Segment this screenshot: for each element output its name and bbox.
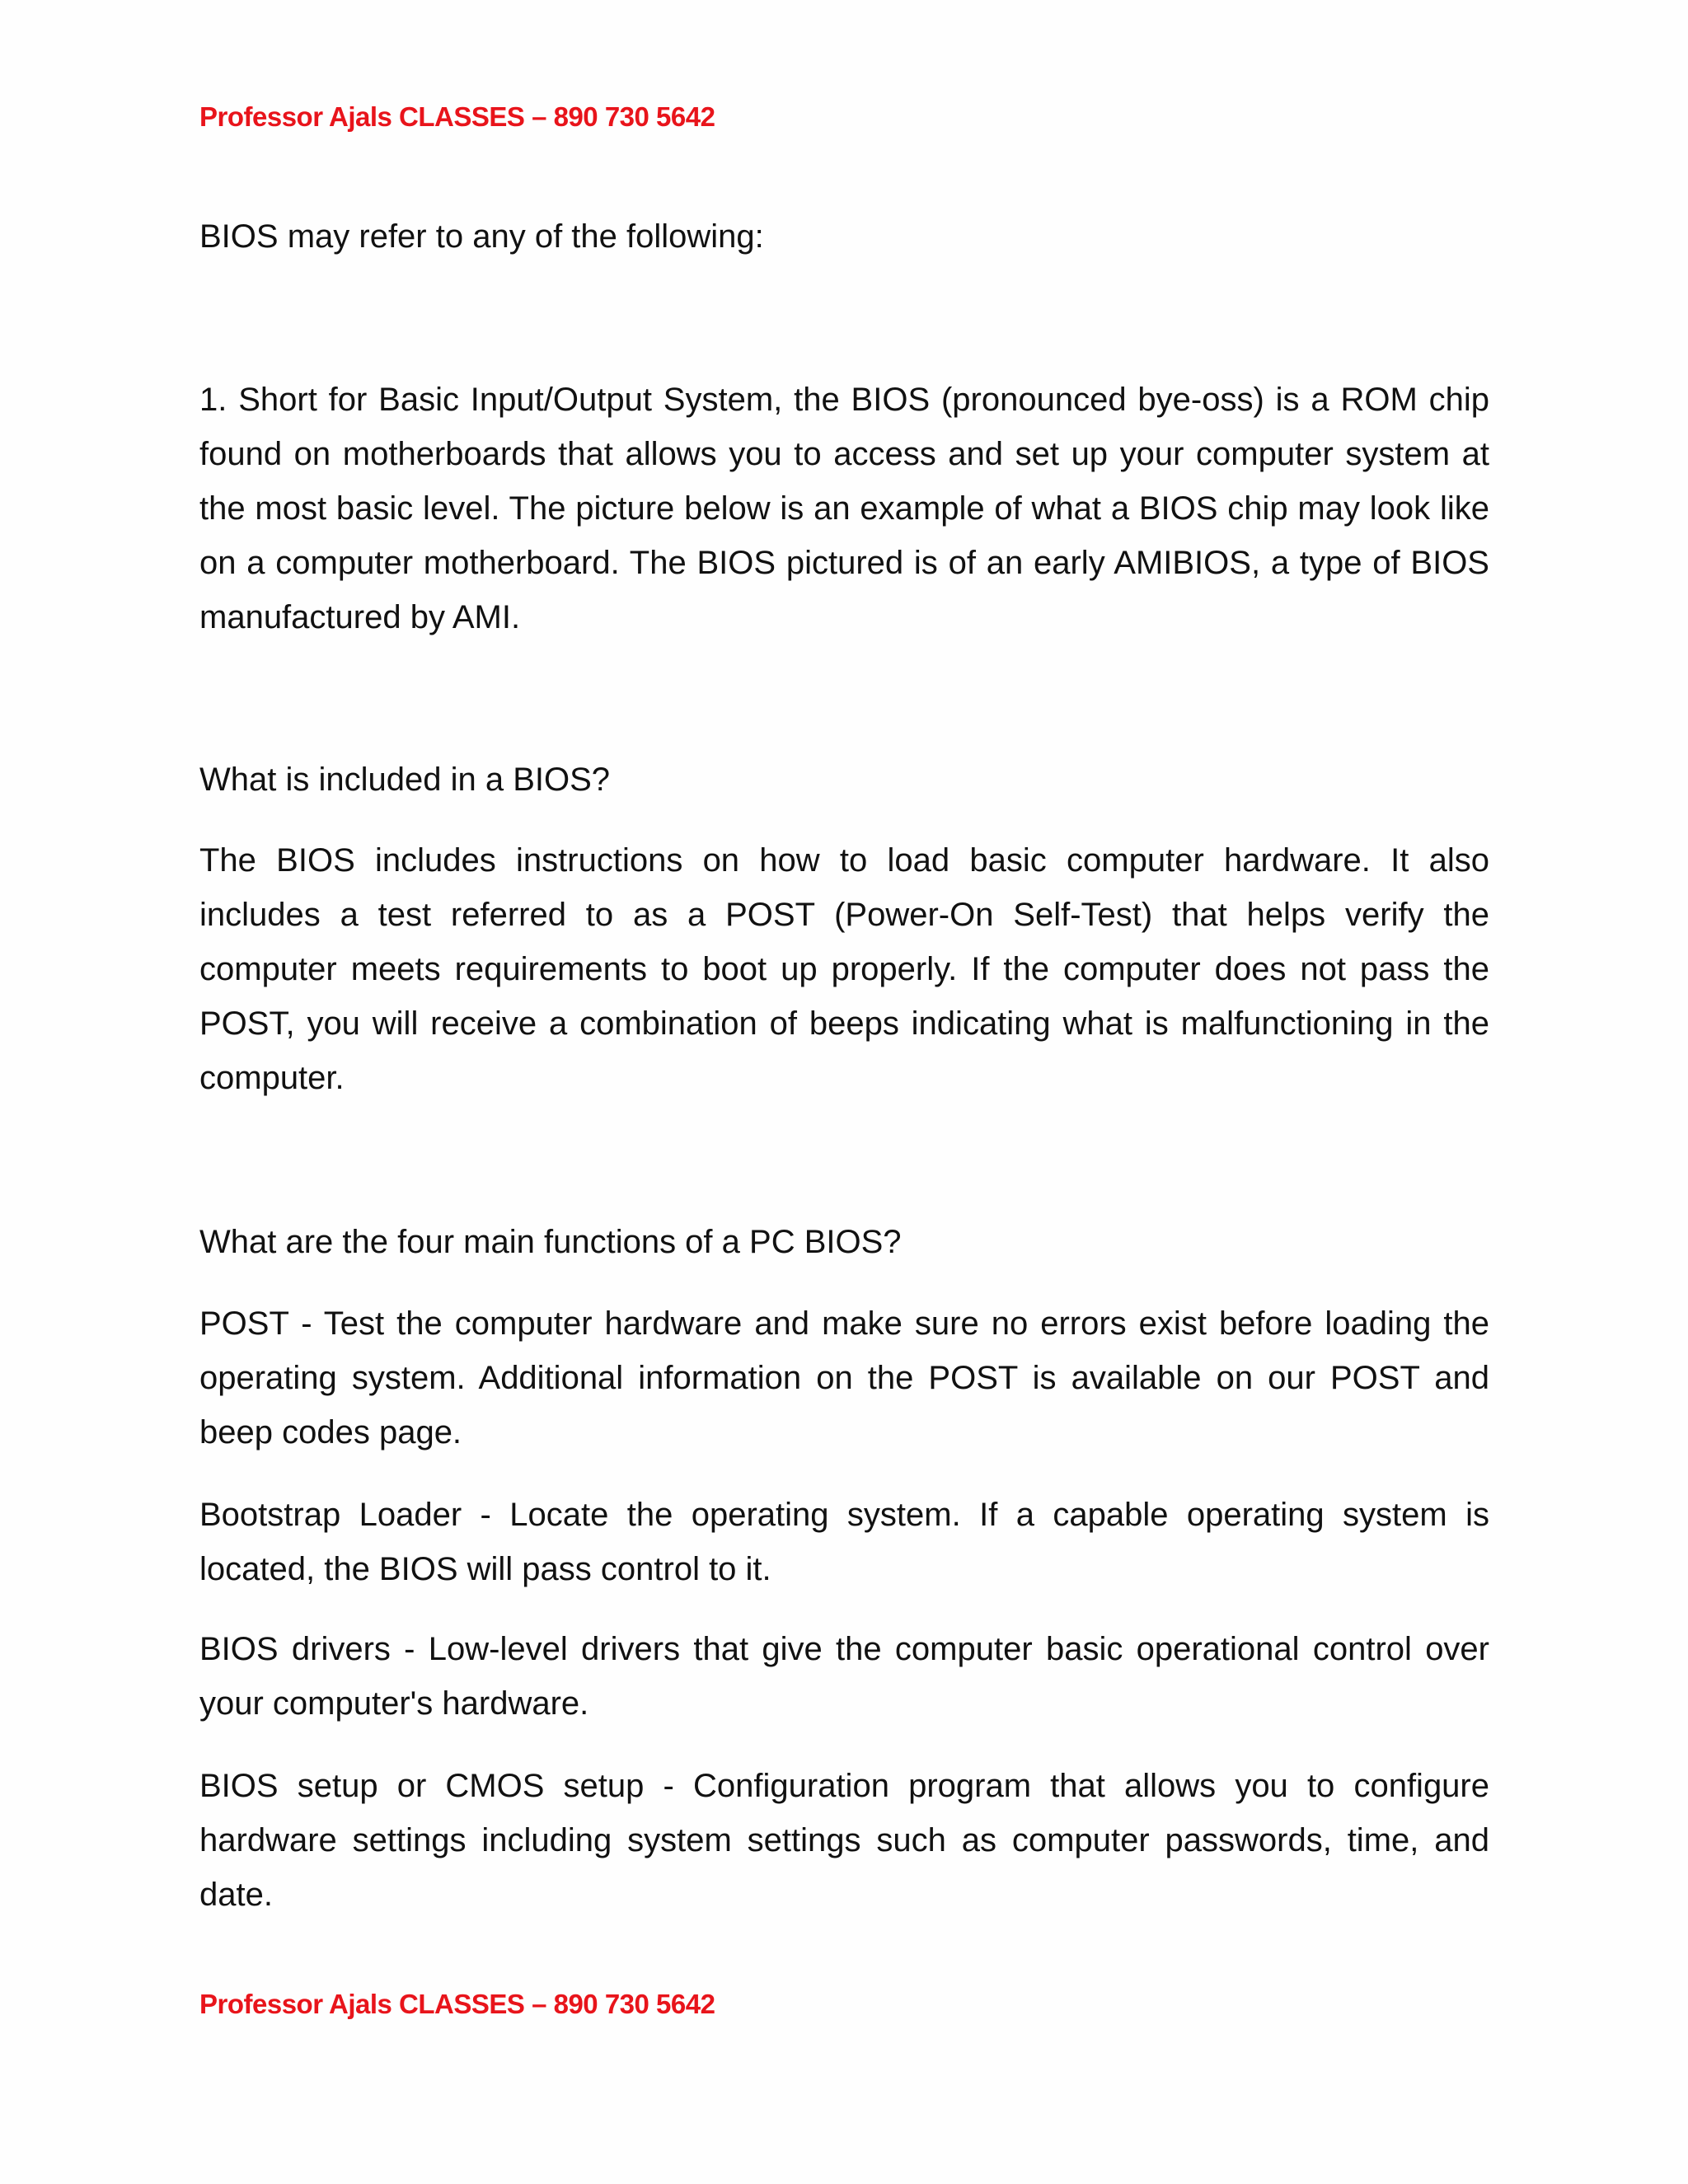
function-post: POST - Test the computer hardware and make sure no errors exist before loading the operating system. Additional information on the POST is available on our POST and beep codes page.: [199, 1305, 1489, 1451]
page-footer: Professor Ajals CLASSES – 890 730 5642: [199, 1989, 715, 2019]
functions-heading: What are the four main functions of a PC BIOS?: [199, 1224, 902, 1260]
definition-paragraph: 1. Short for Basic Input/Output System, the BIOS (pronounced bye-oss) is a ROM chip found on motherboards that allows you to access and set up your computer system at the most basic level. The picture below is an example of what a BIOS chip may look like on a computer motherboard. The BIOS pictured is of an early AMIBIOS, a type of BIOS manufactured by AMI.: [199, 382, 1489, 635]
included-heading: What is included in a BIOS?: [199, 762, 611, 798]
intro-line: BIOS may refer to any of the following:: [199, 218, 764, 255]
page-header: Professor Ajals CLASSES – 890 730 5642: [199, 101, 715, 132]
included-paragraph: The BIOS includes instructions on how to load basic computer hardware. It also includes a test referred to as a POST (Power-On Self-Test) that helps verify the computer meets requirements to boot up properly. If the computer does not pass the POST, you will receive a combination of beeps indicating what is malfunctioning in the computer.: [199, 842, 1489, 1096]
function-bios-drivers: BIOS drivers - Low-level drivers that give the computer basic operational control over your computer's hardware.: [199, 1631, 1489, 1722]
function-bootstrap-loader: Bootstrap Loader - Locate the operating system. If a capable operating system is located, the BIOS will pass control to it.: [199, 1497, 1489, 1587]
function-bios-setup: BIOS setup or CMOS setup - Configuration program that allows you to configure hardware settings including system settings such as computer passwords, time, and date.: [199, 1768, 1489, 1913]
